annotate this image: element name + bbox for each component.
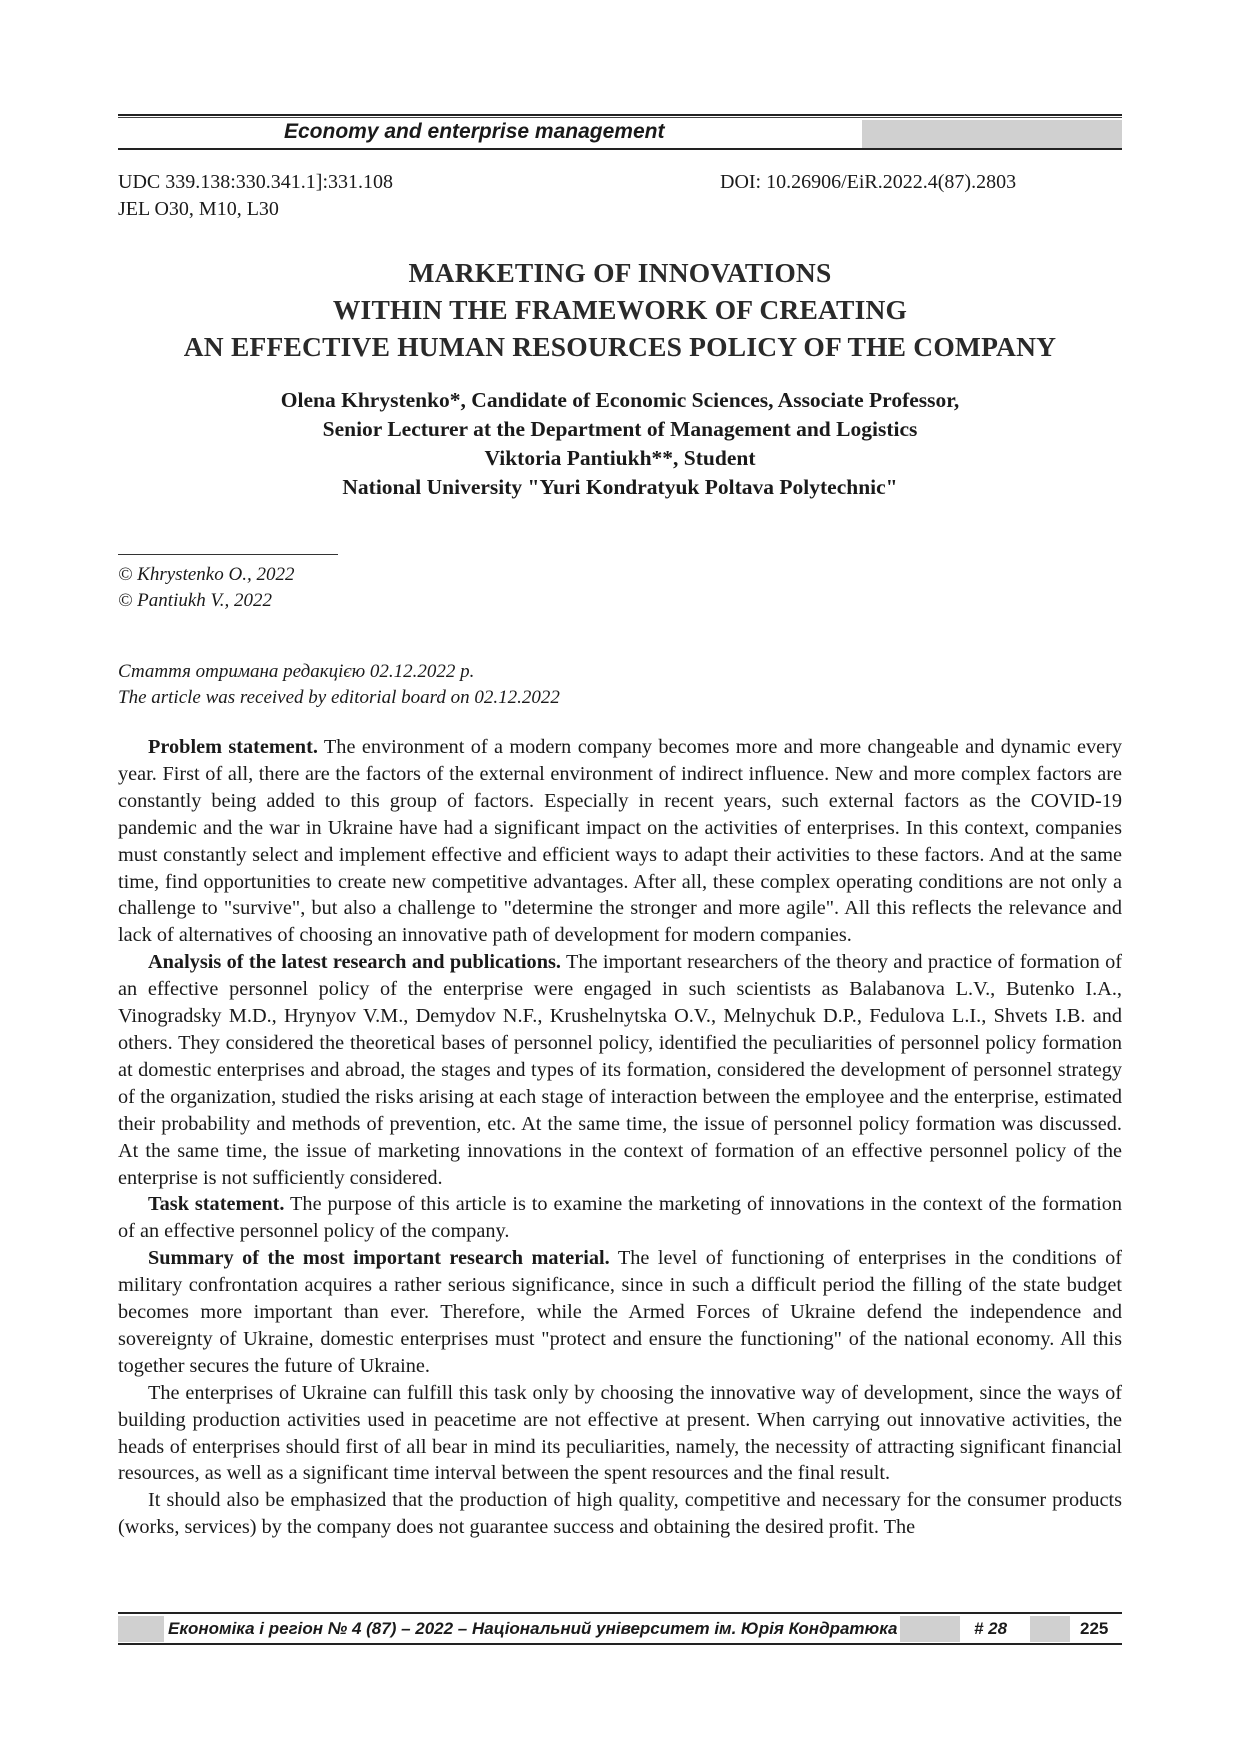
udc-code: UDC 339.138:330.341.1]:331.108	[118, 171, 393, 193]
jel-code: JEL O30, M10, L30	[118, 198, 279, 220]
page-number: 225	[1080, 1619, 1109, 1638]
footer-grey-block	[900, 1616, 960, 1642]
title-line-3: AN EFFECTIVE HUMAN RESOURCES POLICY OF THE COMPANY	[183, 331, 1057, 362]
paragraph-summary	[118, 1245, 1122, 1380]
paragraph-text: The environment of a modern company becomes more and more changeable and dynamic every year. First of all, there are the factors of the external environment of indirect influence. New and more complex factors are constantly being added to this group of factors. Especially in recent years, such external factors as the COVID-19 pandemic and the war in Ukraine have had a significant impact on the activities of enterprises. In this context, companies must constantly select and implement effective and efficient ways to adapt their activities to these factors. And at the same time, find opportunities to create new competitive advantages. After all, these complex operating conditions are not only a challenge to "survive", but also a challenge to "determine the stronger and more agile". All this reflects the relevance and lack of alternatives of choosing an innovative path of development for modern companies.	[118, 736, 1122, 947]
paragraph-problem-statement	[118, 734, 1122, 949]
doi: DOI: 10.26906/EiR.2022.4(87).2803	[720, 171, 1017, 193]
paragraph-enterprises: The enterprises of Ukraine can fulfill this task only by choosing the innovative way of development, since the ways of building production activities used in peacetime are not effective at present. When carrying out innovative activities, the heads of enterprises should first of all bear in mind its peculiarities, namely, the necessity of attracting significant financial resources, as well as a significant time interval between the spent resources and the final result.	[118, 1381, 1122, 1485]
paragraph-heading: Task statement.	[148, 1193, 285, 1216]
footnote-rule	[118, 554, 338, 555]
paragraph-text: The level of functioning of enterprises in the conditions of military confrontation acquires a rather serious significance, since in such a difficult period the filling of the state budget becomes more important than ever. Therefore, while the Armed Forces of Ukraine defend the independence and sovereignty of Ukraine, domestic enterprises must "protect and ensure the functioning" of the national economy. All this together secures the future of Ukraine.	[118, 1247, 1123, 1377]
article-body	[118, 734, 1122, 1541]
author-line-3: Viktoria Pantiukh**, Student	[484, 446, 756, 470]
paragraph-text: The purpose of this article is to examine the marketing of innovations in the context of the formation of an effective personnel policy of the company.	[118, 1193, 1123, 1243]
copyright-1: © Khrystenko O., 2022	[118, 564, 295, 585]
footer-grey-block	[1030, 1616, 1070, 1642]
header-rule-bottom	[118, 148, 1122, 150]
received-ukrainian: Стаття отримана редакцією 02.12.2022 р.	[118, 661, 475, 682]
paragraph-text: The important researchers of the theory and practice of formation of an effective personnel policy of the enterprise were engaged in such scientists as Balabanova L.V., Butenko I.A., Vinogradsky M.D., Hrynyov V.M., Demydov N.F., Krushelnytska O.V., Melnychuk D.P., Fedulova L.I., Shvets I.B. and others. They considered the theoretical bases of personnel policy, identified the peculiarities of personnel policy formation at domestic enterprises and abroad, the stages and types of its formation, considered the development of personnel strategy of the organization, studied the risks arising at each stage of interaction between the employee and the enterprise, estimated their probability and methods of prevention, etc. At the same time, the issue of personnel policy formation was discussed. At the same time, the issue of marketing innovations in the context of formation of an effective personnel policy of the enterprise is not sufficiently considered.	[118, 951, 1122, 1189]
footer-journal-name: Економіка і регіон № 4 (87) – 2022 – Національний університет ім. Юрія Кондратюка	[168, 1619, 898, 1638]
paragraph-emphasis: It should also be emphasized that the production of high quality, competitive and necessary for the consumer products (works, services) by the company does not guarantee success and obtaining the desired profit. The	[118, 1489, 1122, 1539]
paragraph-heading: Summary of the most important research material.	[148, 1247, 610, 1270]
footer-rule-bottom	[118, 1643, 1122, 1645]
article-title	[118, 254, 1122, 365]
author-line-1: Olena Khrystenko*, Candidate of Economic Sciences, Associate Professor,	[280, 388, 960, 412]
received-english: The article was received by editorial board on 02.12.2022	[118, 687, 560, 708]
authors-block	[118, 386, 1122, 502]
header-grey-band	[862, 120, 1122, 148]
footer-grey-block	[118, 1616, 164, 1642]
author-line-2: Senior Lecturer at the Department of Management and Logistics	[322, 417, 918, 441]
footer-rule-top	[118, 1612, 1122, 1614]
paragraph-heading: Analysis of the latest research and publications.	[148, 951, 561, 974]
paragraph-analysis	[118, 949, 1122, 1191]
title-line-2: WITHIN THE FRAMEWORK OF CREATING	[332, 294, 908, 325]
paragraph-heading: Problem statement.	[148, 736, 318, 758]
author-line-4: National University "Yuri Kondratyuk Poltava Polytechnic"	[342, 475, 898, 499]
section-title: Economy and enterprise management	[284, 120, 665, 143]
copyright-2: © Pantiukh V., 2022	[118, 590, 272, 611]
header-rule-top	[118, 114, 1122, 116]
paragraph-task-statement	[118, 1191, 1122, 1245]
footer-issue-number: # 28	[974, 1619, 1008, 1638]
title-line-1: MARKETING OF INNOVATIONS	[408, 257, 832, 288]
